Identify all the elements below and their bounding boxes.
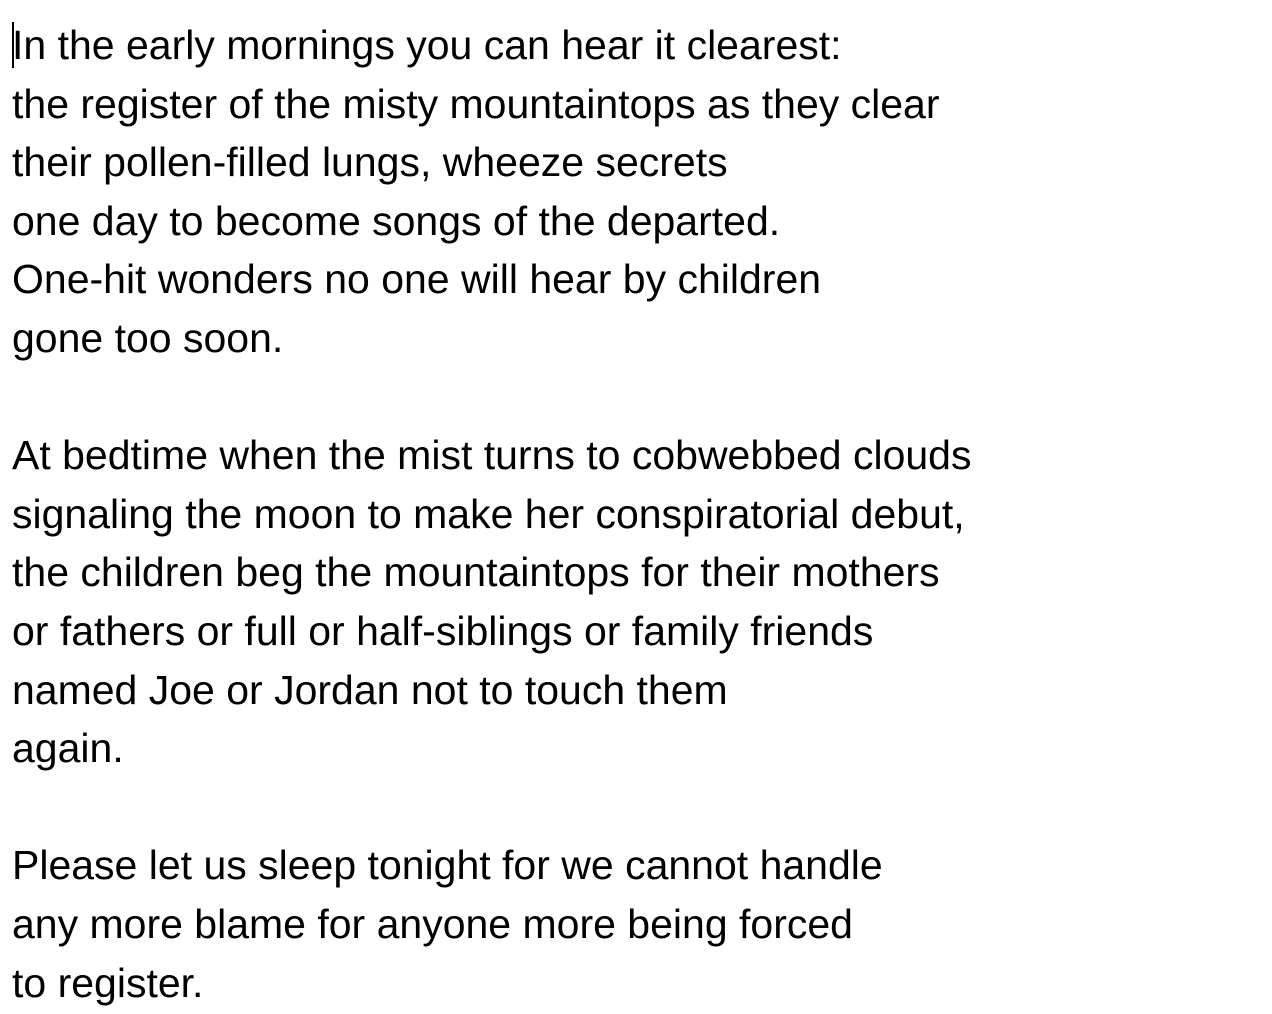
poem-line: signaling the moon to make her conspiratorial debut, [12, 490, 965, 537]
poem-line: In the early mornings you can hear it clearest: [12, 22, 842, 68]
poem-line: one day to become songs of the departed. [12, 197, 781, 244]
poem-line: gone too soon. [12, 314, 284, 361]
poem-line: At bedtime when the mist turns to cobwebbed clouds [12, 432, 972, 479]
poem-line: the children beg the mountaintops for their mothers [12, 549, 940, 596]
poem-line: again. [12, 725, 124, 772]
poem-line: One-hit wonders no one will hear by children [12, 256, 822, 303]
poem-line: named Joe or Jordan not to touch them [12, 666, 728, 713]
poem-line: their pollen-filled lungs, wheeze secrets [12, 139, 728, 186]
stanza-1 [12, 16, 1252, 368]
poem-line: any more blame for anyone more being forced [12, 900, 853, 947]
poem-line: or fathers or full or half-siblings or family friends [12, 607, 874, 654]
poem-line: Please let us sleep tonight for we cannot handle [12, 842, 883, 889]
stanza-2 [12, 426, 1252, 778]
poem-line: the register of the misty mountaintops as they clear [12, 80, 940, 127]
stanza-3 [12, 836, 1252, 1012]
poem-body[interactable] [12, 16, 1252, 1012]
poem-line: to register. [12, 959, 204, 1006]
